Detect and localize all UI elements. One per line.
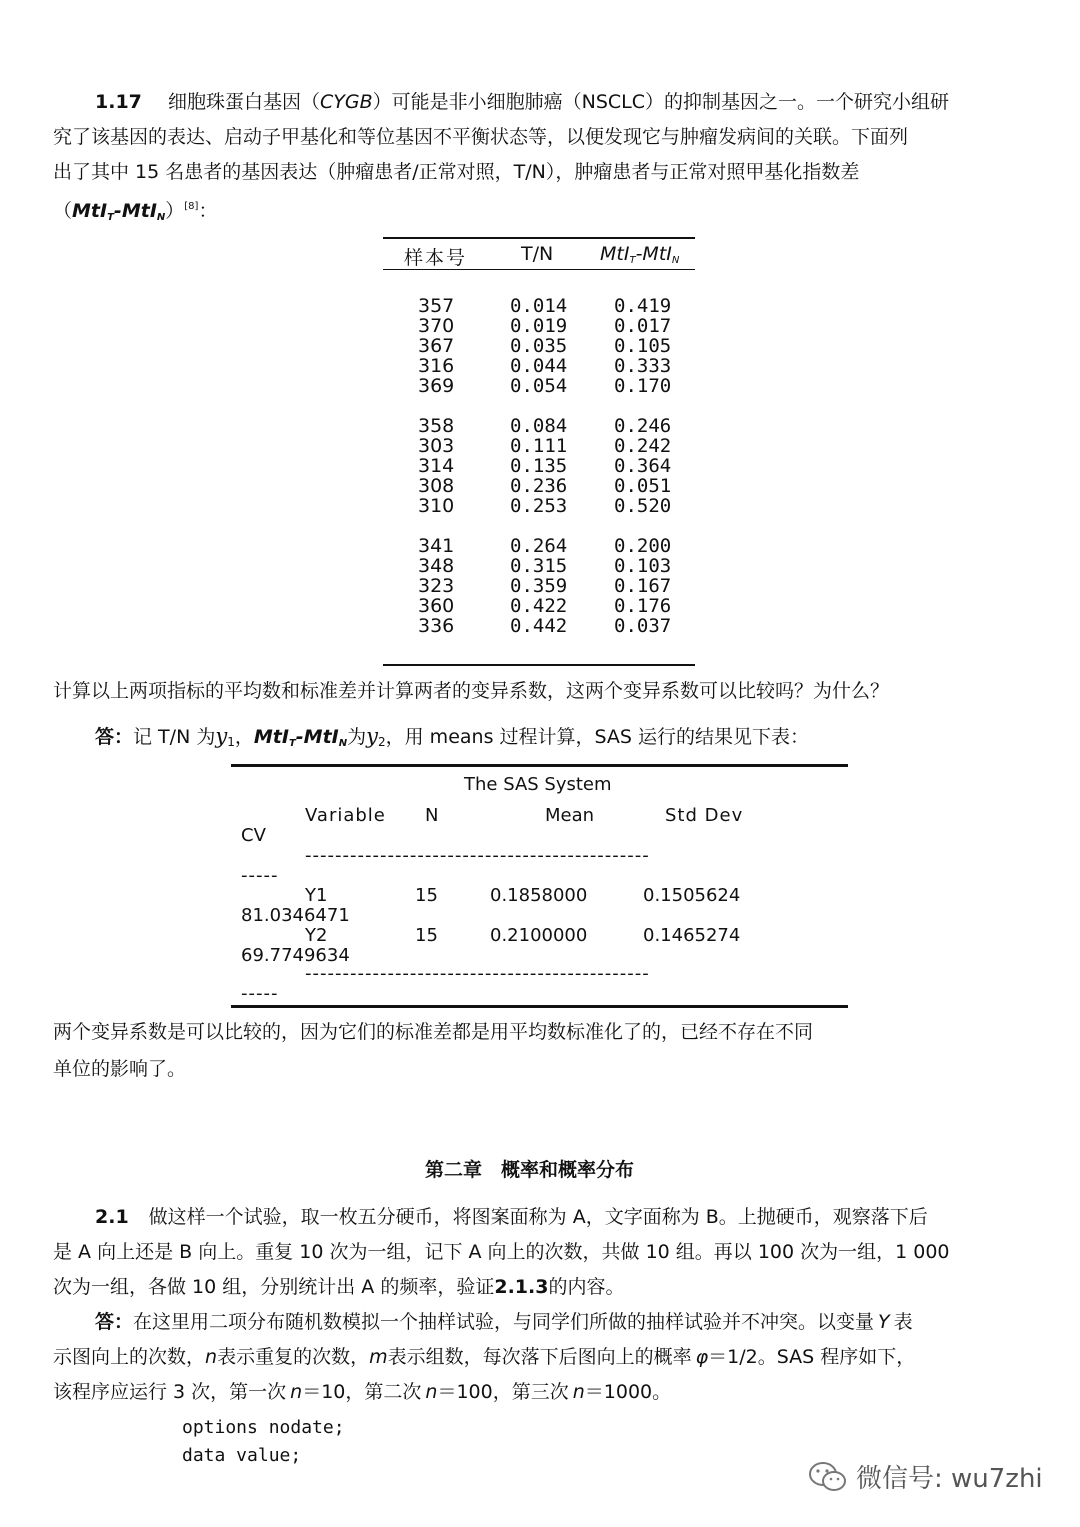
- sas-col-cv: CV: [241, 825, 266, 846]
- table-cell-tn: 0.236: [510, 475, 568, 497]
- answer-2-line-1: 答：在这里用二项分布随机数模拟一个抽样试验，与同学们所做的抽样试验并不冲突。以变量 Y 表: [95, 1311, 913, 1333]
- table-cell-tn: 0.019: [510, 315, 568, 337]
- table-cell-tn: 0.422: [510, 595, 568, 617]
- problem-2-1-line-2: 是 A 向上还是 B 向上。重复 10 次为一组，记下 A 向上的次数，共做 10 组。再以 100 次为一组，1 000: [53, 1241, 950, 1263]
- sas-row-y2-var: Y2: [305, 925, 328, 946]
- table-cell-sample: 310: [418, 495, 455, 517]
- problem-1-17-line-1: 1.17 细胞珠蛋白基因（CYGB）可能是非小细胞肺癌（NSCLC）的抑制基因之一。一个研究小组研: [95, 91, 950, 113]
- sas-col-variable: Variable: [305, 805, 386, 826]
- table-cell-sample: 348: [418, 555, 455, 577]
- table-cell-mti: 0.105: [614, 335, 672, 357]
- problem-1-17-line-4: （MtI$_T$-MtI$_N$）[8]：: [53, 200, 218, 223]
- sas-dash-line-2-short: -----: [241, 983, 279, 1004]
- table-cell-mti: 0.103: [614, 555, 672, 577]
- table-header-mti: MtI$_T$-MtI$_N$: [600, 243, 680, 266]
- sas-row-y1-n: 15: [415, 885, 438, 906]
- table-cell-mti: 0.017: [614, 315, 672, 337]
- table-cell-sample: 316: [418, 355, 455, 377]
- watermark-text: 微信号: wu7zhi: [856, 1464, 1043, 1494]
- conclusion-line-1: 两个变异系数是可以比较的，因为它们的标准差都是用平均数标准化了的，已经不存在不同: [53, 1021, 814, 1043]
- answer-2-line-3: 该程序应运行 3 次，第一次 n＝10，第二次 n＝100，第三次 n＝1000。: [53, 1381, 672, 1403]
- table-cell-mti: 0.520: [614, 495, 672, 517]
- code-line-1: options nodate;: [182, 1417, 345, 1438]
- sas-row-y1-std: 0.1505624: [643, 885, 741, 906]
- problem-number: 1.17: [95, 91, 142, 113]
- table-cell-sample: 357: [418, 295, 455, 317]
- wechat-icon: [808, 1460, 848, 1494]
- table-cell-tn: 0.264: [510, 535, 568, 557]
- answer-1-line: 答：记 T/N 为y1，MtI$_T$-MtI$_N$为y2，用 means 过程计算，SAS 运行的结果见下表：: [95, 724, 810, 749]
- sas-row-y1-var: Y1: [305, 885, 328, 906]
- table-cell-tn: 0.014: [510, 295, 568, 317]
- table-cell-mti: 0.167: [614, 575, 672, 597]
- table-cell-sample: 358: [418, 415, 455, 437]
- problem-1-17-line-2: 究了该基因的表达、启动子甲基化和等位基因不平衡状态等，以便发现它与肿瘤发病间的关联。下面列: [53, 126, 909, 148]
- table-cell-mti: 0.242: [614, 435, 672, 457]
- sas-top-rule: [231, 764, 848, 767]
- table-cell-sample: 314: [418, 455, 455, 477]
- answer-2-label: 答：: [95, 1311, 134, 1333]
- table-cell-tn: 0.111: [510, 435, 568, 457]
- table-cell-tn: 0.315: [510, 555, 568, 577]
- table-cell-sample: 367: [418, 335, 455, 357]
- sas-row-y2-n: 15: [415, 925, 438, 946]
- sas-row-y2-std: 0.1465274: [643, 925, 741, 946]
- code-line-2: data value;: [182, 1445, 302, 1466]
- term-mti-inline: MtI$_T$-MtI$_N$: [253, 726, 348, 749]
- problem-1-17-line-3: 出了其中 15 名患者的基因表达（肿瘤患者/正常对照，T/N），肿瘤患者与正常对照甲基化指数差: [53, 161, 860, 183]
- table-cell-mti: 0.246: [614, 415, 672, 437]
- answer-label: 答：: [95, 726, 134, 748]
- table-cell-tn: 0.054: [510, 375, 568, 397]
- term-mti: MtI$_T$-MtI$_N$: [72, 200, 166, 223]
- sas-dash-line-short: -----: [241, 865, 279, 886]
- problem-2-1-number: 2.1: [95, 1206, 129, 1228]
- table-cell-tn: 0.135: [510, 455, 568, 477]
- table-cell-tn: 0.044: [510, 355, 568, 377]
- table-cell-sample: 303: [418, 435, 455, 457]
- table-cell-mti: 0.333: [614, 355, 672, 377]
- table-cell-tn: 0.359: [510, 575, 568, 597]
- section-ref: 2.1.3: [494, 1276, 549, 1298]
- table-cell-mti: 0.176: [614, 595, 672, 617]
- table-header-tn: T/N: [521, 243, 554, 265]
- table-cell-sample: 341: [418, 535, 455, 557]
- sas-title: The SAS System: [464, 774, 612, 795]
- sas-col-mean: Mean: [545, 805, 595, 826]
- gene-name: CYGB: [320, 91, 373, 113]
- chapter-title: 第二章 概率和概率分布: [425, 1159, 635, 1181]
- table-cell-sample: 369: [418, 375, 455, 397]
- answer-2-line-2: 示图向上的次数，n表示重复的次数，m表示组数，每次落下后图向上的概率 φ＝1/2。SAS 程序如下，: [53, 1346, 916, 1368]
- table-cell-mti: 0.037: [614, 615, 672, 637]
- table-cell-mti: 0.051: [614, 475, 672, 497]
- table-cell-tn: 0.084: [510, 415, 568, 437]
- problem-2-1-line-3: 次为一组，各做 10 组，分别统计出 A 的频率，验证2.1.3的内容。: [53, 1276, 625, 1298]
- table-cell-tn: 0.442: [510, 615, 568, 637]
- sas-bottom-rule: [231, 1005, 848, 1008]
- table-cell-sample: 308: [418, 475, 455, 497]
- sas-row-y2-mean: 0.2100000: [490, 925, 588, 946]
- table-cell-mti: 0.364: [614, 455, 672, 477]
- table-cell-tn: 0.253: [510, 495, 568, 517]
- table-header-sample: 样本号: [404, 247, 468, 269]
- sas-row-y1-mean: 0.1858000: [490, 885, 588, 906]
- table-cell-sample: 323: [418, 575, 455, 597]
- problem-2-1-line-1: 2.1 做这样一个试验，取一枚五分硬币，将图案面称为 A，文字面称为 B。上抛硬币，观察落下后: [95, 1206, 928, 1228]
- watermark: [808, 1458, 1043, 1495]
- table-header-rule: [383, 269, 695, 270]
- table-bottom-rule: [383, 664, 695, 666]
- table-cell-mti: 0.419: [614, 295, 672, 317]
- sas-dash-line: ----------------------------------------------: [305, 845, 650, 866]
- reference-mark: [8]: [184, 201, 199, 212]
- conclusion-line-2: 单位的影响了。: [53, 1058, 187, 1080]
- sas-dash-line-2: ----------------------------------------------: [305, 963, 650, 984]
- table-cell-sample: 336: [418, 615, 455, 637]
- table-cell-sample: 370: [418, 315, 455, 337]
- question-text: 计算以上两项指标的平均数和标准差并计算两者的变异系数，这两个变异系数可以比较吗？为什么？: [53, 680, 890, 702]
- table-cell-tn: 0.035: [510, 335, 568, 357]
- sas-col-std: Std Dev: [665, 805, 744, 826]
- sas-col-n: N: [425, 805, 439, 826]
- table-cell-sample: 360: [418, 595, 455, 617]
- table-cell-mti: 0.170: [614, 375, 672, 397]
- table-top-rule: [383, 237, 695, 239]
- sas-row-y1-cv: 81.0346471: [241, 905, 350, 926]
- table-cell-mti: 0.200: [614, 535, 672, 557]
- sas-row-y2-cv: 69.7749634: [241, 945, 350, 966]
